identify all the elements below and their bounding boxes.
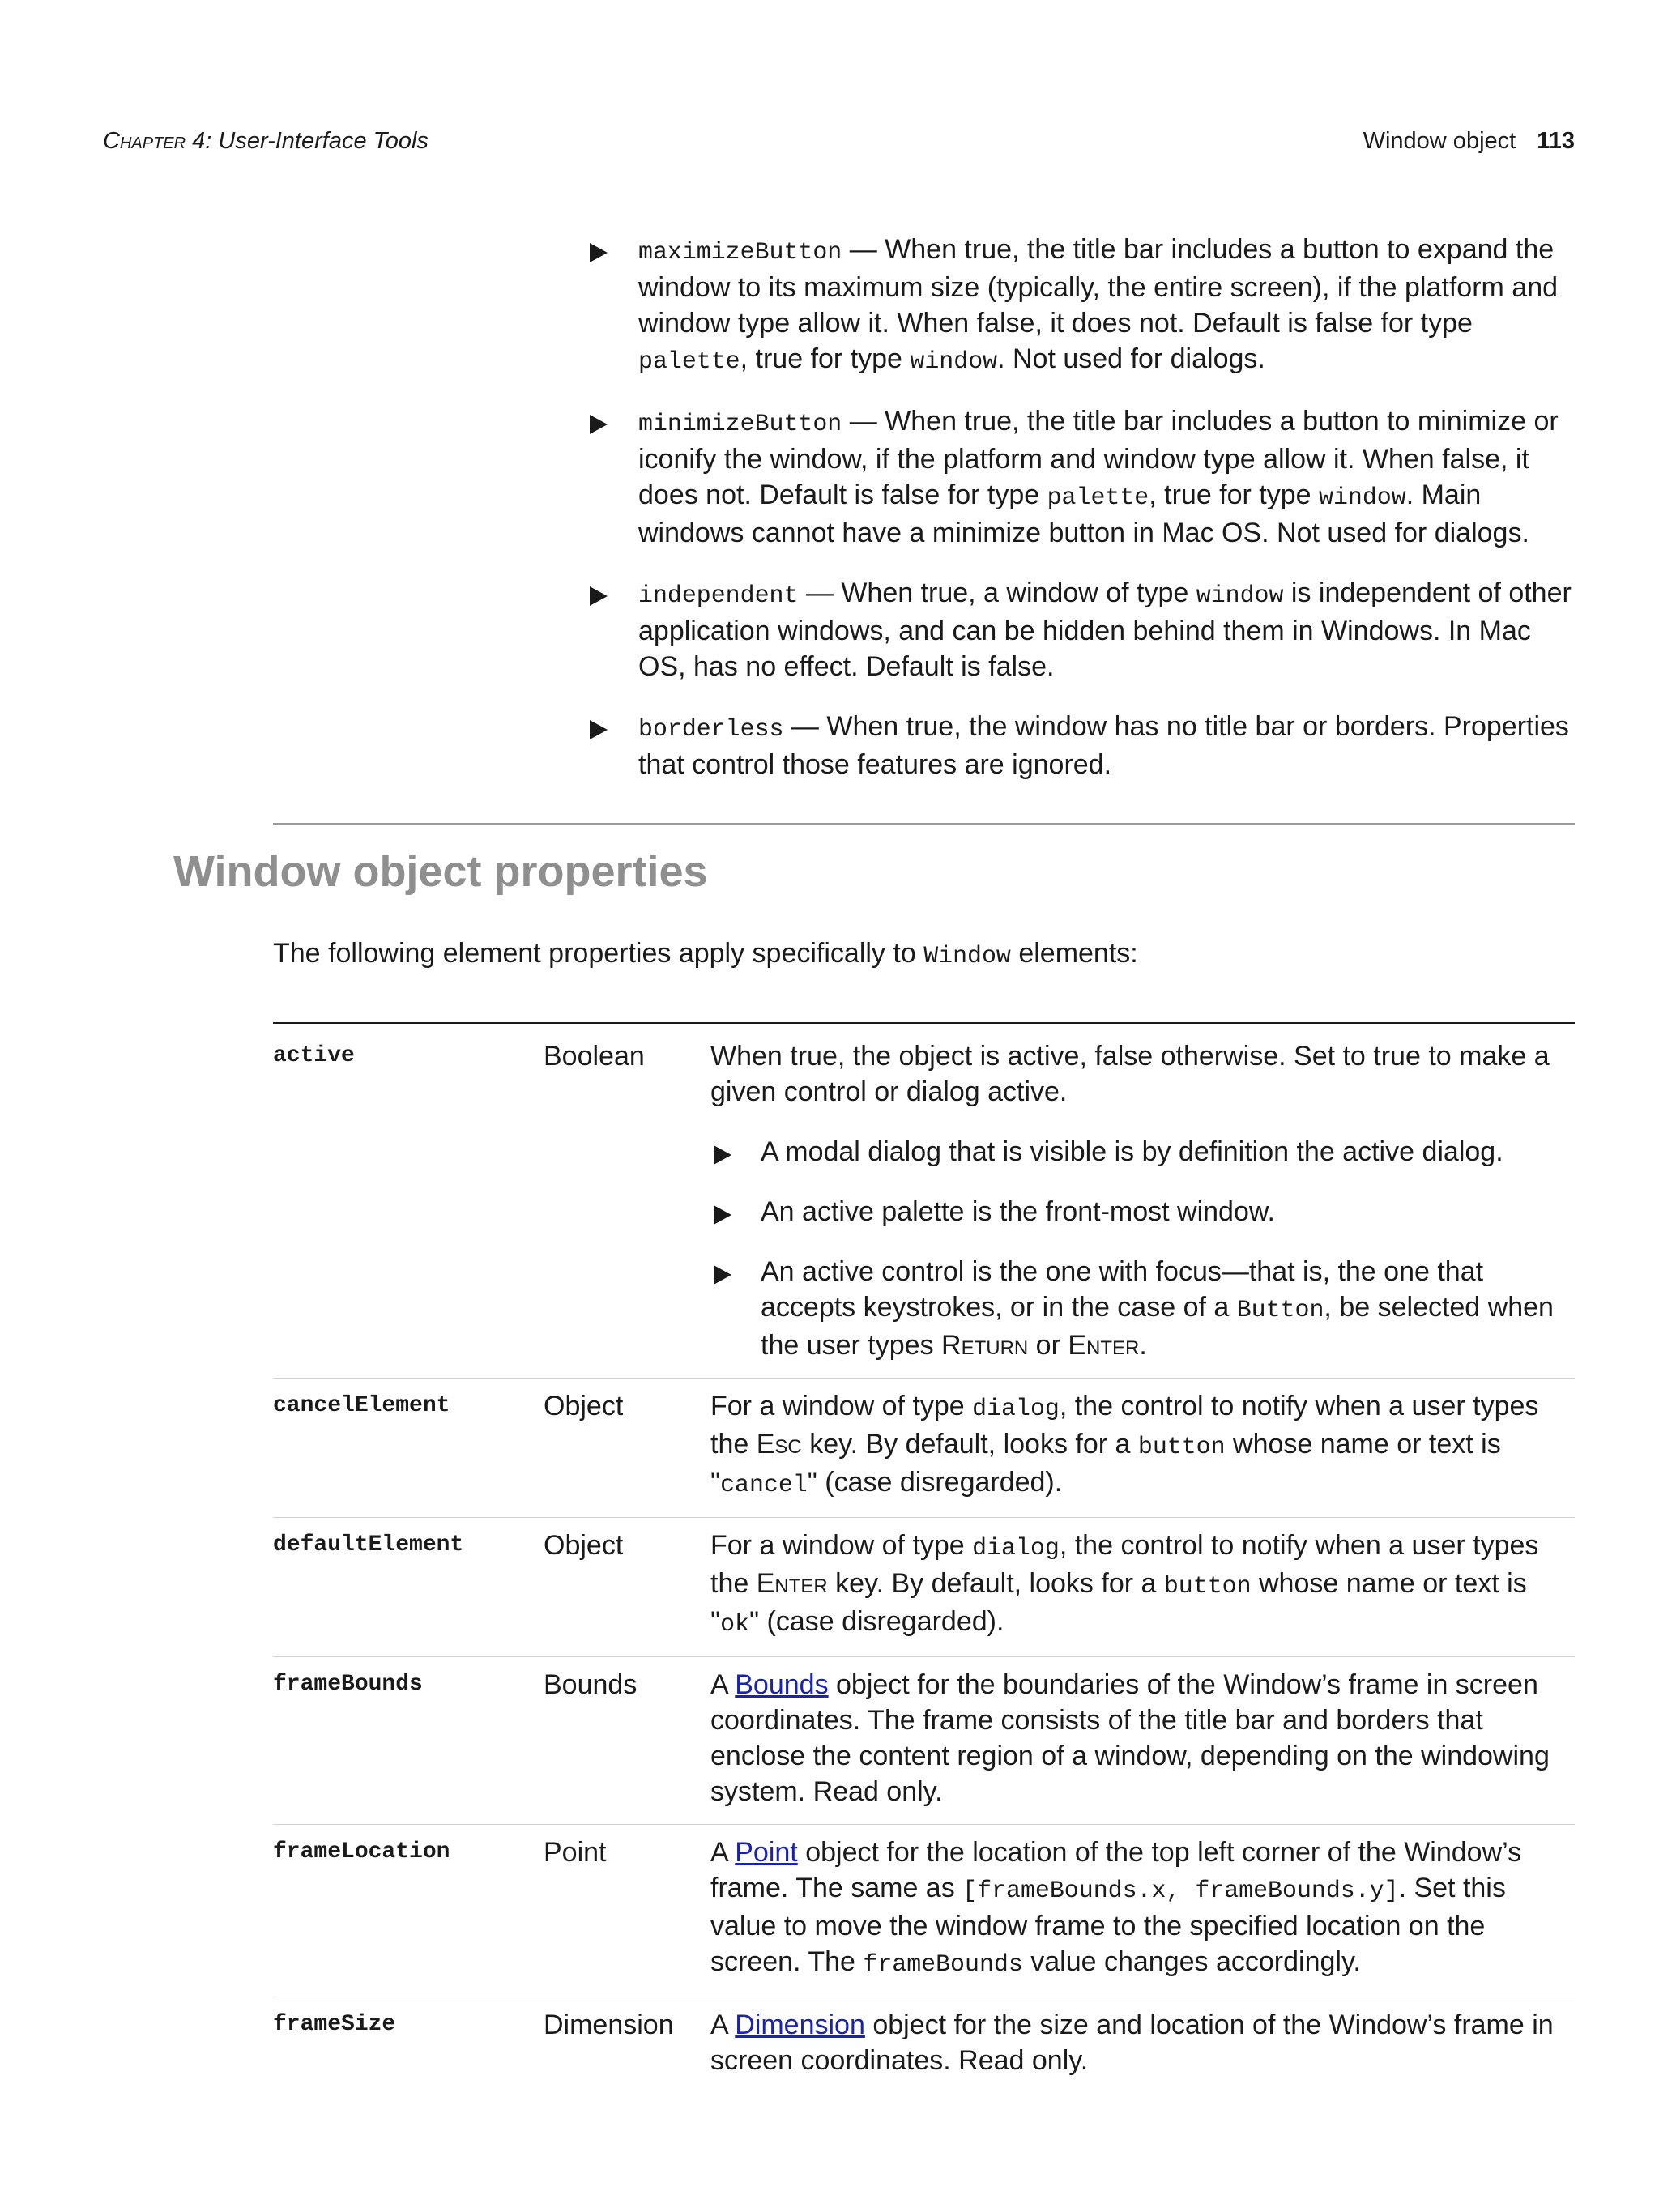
- code: frameBounds: [863, 1950, 1023, 1978]
- bullet-triangle-icon: [590, 586, 608, 606]
- property-name: cancelElement: [273, 1393, 450, 1418]
- property-name: frameSize: [273, 2012, 396, 2037]
- property-code: minimizeButton: [638, 410, 842, 437]
- running-header-section: [1363, 128, 1575, 155]
- code: dialog: [972, 1395, 1060, 1422]
- text: An active control is the one with focus—that is, the one that accepts keystrokes, or in the case of a: [761, 1256, 1484, 1323]
- table-row-frame-bounds: [273, 1657, 1575, 1825]
- key-name: Return: [941, 1330, 1029, 1361]
- text: , true for type: [740, 343, 911, 374]
- code: palette: [1047, 484, 1149, 511]
- property-description: [710, 1667, 1575, 1809]
- window-creation-properties-list: [590, 232, 1578, 807]
- section-divider: [273, 823, 1575, 825]
- property-type: Object: [544, 1391, 624, 1421]
- property-description: [710, 2007, 1575, 2078]
- text: object for the boundaries of the Window’s frame in screen coordinates. The frame consists of the title bar and borders that enclose the content region of a window, depending on the windowing system. Read only.: [710, 1669, 1550, 1807]
- text: elements:: [1010, 938, 1138, 969]
- text: . Main windows cannot have a minimize button in Mac OS. Not used for dialogs.: [638, 479, 1529, 548]
- dimension-link[interactable]: Dimension: [735, 2010, 865, 2040]
- property-code: independent: [638, 582, 799, 609]
- text: " (case disregarded).: [748, 1606, 1004, 1637]
- text: .: [1139, 1330, 1147, 1361]
- text: key. By default, looks for a: [801, 1429, 1138, 1460]
- key-name: Esc: [756, 1429, 802, 1460]
- table-row-default-element: [273, 1518, 1575, 1657]
- text: object for the size and location of the Window’s frame in screen coordinates. Read only.: [710, 2010, 1554, 2076]
- code: Button: [1236, 1296, 1324, 1323]
- text: object for the location of the top left corner of the Window’s frame. The same as: [710, 1837, 1522, 1903]
- property-name: frameBounds: [273, 1672, 423, 1697]
- page-number: 113: [1537, 128, 1575, 154]
- text: — When true, the title bar includes a button to minimize or iconify the window, if the platform and window type allow it. When false, it does not. Default is false for type: [638, 406, 1559, 510]
- text: A modal dialog that is visible is by definition the active dialog.: [761, 1136, 1503, 1167]
- text: For a window of type: [710, 1391, 973, 1421]
- chapter-label: Chapter: [103, 128, 186, 154]
- table-row-cancel-element: [273, 1379, 1575, 1518]
- bullet-triangle-icon: [714, 1205, 731, 1225]
- list-item-maximize-button: [590, 232, 1578, 379]
- table-row-active: [273, 1029, 1575, 1379]
- list-item-minimize-button: [590, 403, 1578, 551]
- property-type: Bounds: [544, 1669, 638, 1700]
- text: A: [710, 1669, 736, 1700]
- header-section-title: Window object: [1363, 128, 1516, 154]
- code: button: [1163, 1572, 1252, 1600]
- text: , be selected when the user types: [761, 1292, 1554, 1361]
- property-description: [710, 1388, 1575, 1502]
- list-item-borderless: [590, 709, 1578, 782]
- text: . Not used for dialogs.: [997, 343, 1265, 374]
- text: key. By default, looks for a: [827, 1568, 1164, 1599]
- text: A: [710, 2010, 736, 2040]
- section-title: Window object properties: [173, 847, 708, 896]
- property-description: [710, 1528, 1575, 1642]
- bullet-triangle-icon: [714, 1265, 731, 1285]
- text: The following element properties apply specifically to: [273, 938, 924, 969]
- text: is independent of other application windows, and can be hidden behind them in Windows. In Mac OS, has no effect. Default is false.: [638, 578, 1572, 682]
- text: — When true, the window has no title bar or borders. Properties that control those features are ignored.: [638, 711, 1569, 780]
- code: palette: [638, 347, 740, 375]
- sub-bullet: [710, 1254, 1575, 1363]
- text: " (case disregarded).: [807, 1467, 1063, 1498]
- code: window: [1196, 582, 1284, 609]
- text: whose name or text is ": [710, 1429, 1501, 1498]
- bounds-link[interactable]: Bounds: [735, 1669, 829, 1700]
- text: . Set this value to move the window frame to the specified location on the screen. The: [710, 1873, 1506, 1977]
- text: or: [1028, 1330, 1068, 1361]
- properties-table: [273, 1029, 1575, 2093]
- property-type: Point: [544, 1837, 607, 1868]
- table-top-rule: [273, 1022, 1575, 1024]
- bullet-triangle-icon: [590, 720, 608, 739]
- bullet-triangle-icon: [590, 243, 608, 262]
- text: , the control to notify when a user types the: [710, 1391, 1539, 1460]
- list-item-independent: [590, 575, 1578, 684]
- property-code: borderless: [638, 715, 784, 743]
- sub-bullet-list: [710, 1134, 1575, 1363]
- property-name: active: [273, 1043, 355, 1068]
- sub-bullet: [710, 1194, 1575, 1230]
- description-text: When true, the object is active, false otherwise. Set to true to make a given control or dialog active.: [710, 1041, 1550, 1107]
- code: cancel: [720, 1471, 808, 1498]
- text: — When true, a window of type: [798, 578, 1196, 608]
- bullet-triangle-icon: [590, 415, 608, 434]
- text: , true for type: [1149, 479, 1320, 510]
- text: For a window of type: [710, 1530, 973, 1561]
- sub-bullet: [710, 1134, 1575, 1170]
- property-name: defaultElement: [273, 1532, 464, 1558]
- property-code: maximizeButton: [638, 238, 842, 266]
- code: button: [1137, 1433, 1226, 1460]
- property-type: Object: [544, 1530, 624, 1561]
- chapter-title: 4: User-Interface Tools: [186, 128, 429, 154]
- code: window: [1319, 484, 1406, 511]
- code: Window: [923, 942, 1011, 970]
- code: dialog: [972, 1534, 1060, 1562]
- text: whose name or text is ": [710, 1568, 1527, 1637]
- property-name: frameLocation: [273, 1839, 450, 1865]
- code: ok: [720, 1610, 749, 1638]
- bullet-triangle-icon: [714, 1145, 731, 1165]
- key-name: Enter: [1068, 1330, 1140, 1361]
- running-header-chapter: [103, 128, 429, 155]
- point-link[interactable]: Point: [735, 1837, 798, 1868]
- property-description: [710, 1835, 1575, 1982]
- table-row-frame-location: [273, 1825, 1575, 1997]
- intro-paragraph: [273, 936, 1138, 974]
- property-type: Boolean: [544, 1041, 645, 1072]
- property-type: Dimension: [544, 2010, 674, 2040]
- text: value changes accordingly.: [1022, 1946, 1361, 1977]
- key-name: Enter: [756, 1568, 828, 1599]
- text: An active palette is the front-most window.: [761, 1196, 1275, 1227]
- code: [frameBounds.x, frameBounds.y]: [962, 1877, 1399, 1904]
- text: , the control to notify when a user types the: [710, 1530, 1539, 1599]
- text: A: [710, 1837, 736, 1868]
- property-description: [710, 1038, 1575, 1363]
- code: window: [910, 347, 998, 375]
- table-row-frame-size: [273, 1997, 1575, 2093]
- text: — When true, the title bar includes a button to expand the window to its maximum size (typically, the entire screen), if the platform and window type allow it. When false, it does not. Default is false for type: [638, 234, 1559, 339]
